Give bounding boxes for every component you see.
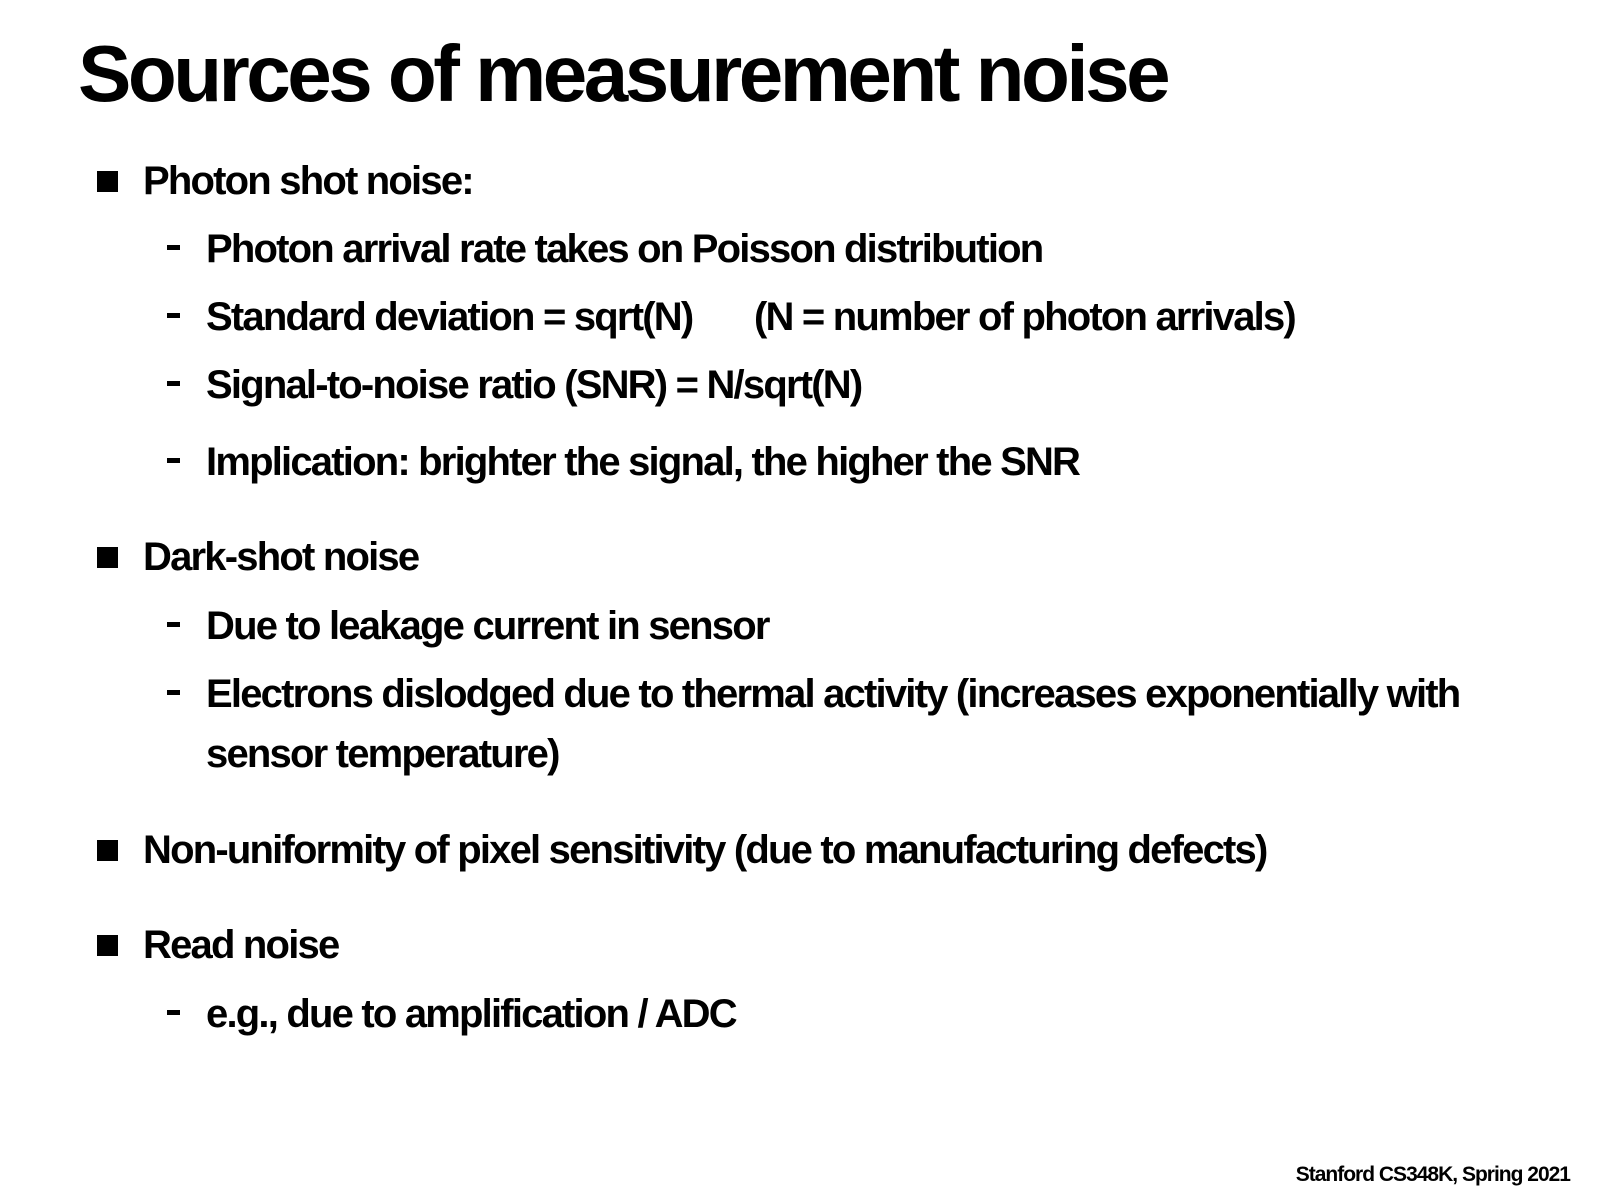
- dash-icon: [167, 381, 180, 386]
- dash-icon: [167, 690, 180, 695]
- bullet-photon-shot-noise: Photon shot noise:: [143, 159, 473, 203]
- subitem-snr: Signal-to-noise ratio (SNR) = N/sqrt(N): [206, 363, 862, 407]
- bullet-square-icon: [97, 935, 118, 956]
- dash-icon: [167, 245, 180, 250]
- slide-title: Sources of measurement noise: [78, 29, 1168, 118]
- subitem-thermal-continued: sensor temperature): [206, 732, 559, 776]
- subitem-std-dev: Standard deviation = sqrt(N): [206, 295, 693, 339]
- dash-icon: [167, 313, 180, 318]
- bullet-square-icon: [97, 171, 118, 192]
- bullet-dark-shot-noise: Dark-shot noise: [143, 535, 419, 579]
- bullet-non-uniformity: Non-uniformity of pixel sensitivity (due to manufacturing defects): [143, 828, 1267, 872]
- footer-course-label: Stanford CS348K, Spring 2021: [1295, 1163, 1570, 1186]
- bullet-square-icon: [97, 840, 118, 861]
- subitem-poisson: Photon arrival rate takes on Poisson distribution: [206, 227, 1043, 271]
- subitem-thermal: Electrons dislodged due to thermal activity (increases exponentially with: [206, 672, 1460, 716]
- bullet-square-icon: [97, 547, 118, 568]
- subitem-leakage: Due to leakage current in sensor: [206, 604, 769, 648]
- dash-icon: [167, 458, 180, 463]
- bullet-read-noise: Read noise: [143, 923, 339, 967]
- subitem-implication: Implication: brighter the signal, the higher the SNR: [206, 440, 1080, 484]
- dash-icon: [167, 1010, 180, 1015]
- subitem-amplification: e.g., due to amplification / ADC: [206, 992, 736, 1036]
- subitem-std-dev-note: (N = number of photon arrivals): [754, 295, 1295, 339]
- dash-icon: [167, 622, 180, 627]
